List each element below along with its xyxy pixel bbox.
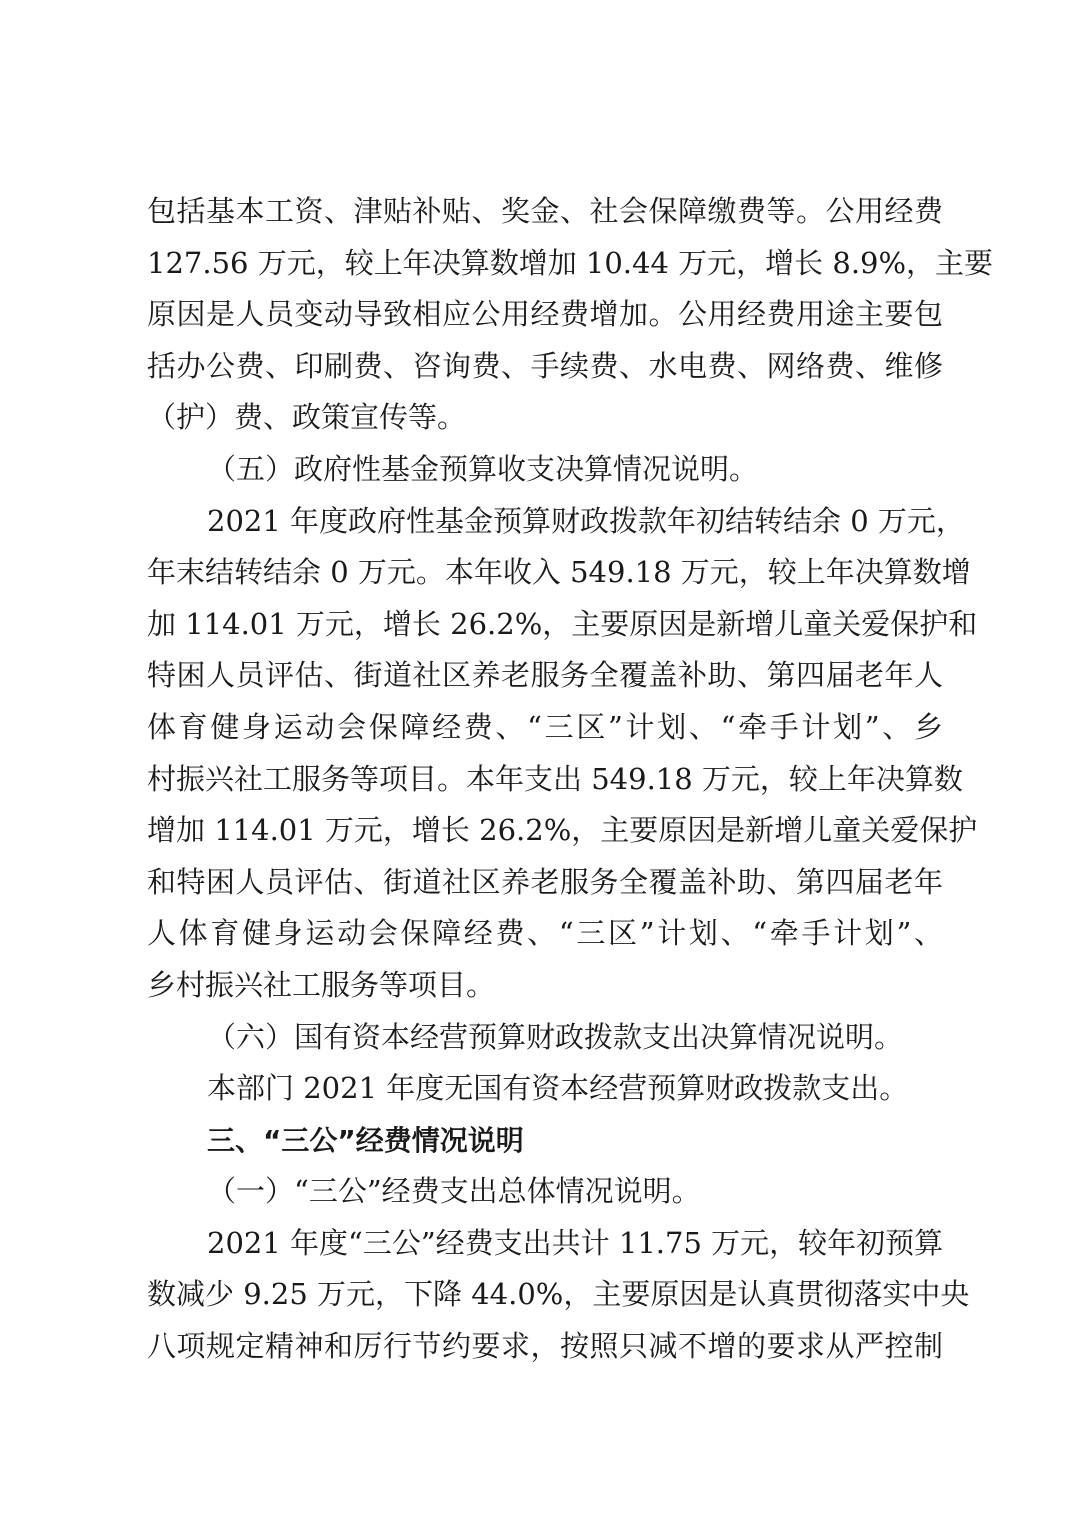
paragraph-line: 数减少 9.25 万元，下降 44.0%，主要原因是认真贯彻落实中央 bbox=[147, 1277, 970, 1312]
paragraph-line: 乡村振兴社工服务等项目。 bbox=[147, 967, 496, 1002]
section-heading: （六）国有资本经营预算财政拨款支出决算情况说明。 bbox=[207, 1019, 904, 1054]
section-heading: （一）“三公”经费支出总体情况说明。 bbox=[207, 1174, 701, 1209]
paragraph-line: （护）费、政策宣传等。 bbox=[147, 400, 467, 435]
paragraph-line: 2021 年度“三公”经费支出共计 11.75 万元，较年初预算 bbox=[207, 1225, 944, 1260]
paragraph-line: 增加 114.01 万元，增长 26.2%，主要原因是新增儿童关爱保护 bbox=[147, 813, 978, 848]
paragraph-line: 包括基本工资、津贴补贴、奖金、社会保障缴费等。公用经费 bbox=[147, 194, 943, 228]
document-body bbox=[147, 186, 994, 1373]
paragraph-line: 和特困人员评估、街道社区养老服务全覆盖补助、第四届老年 bbox=[147, 864, 943, 899]
paragraph-line: 八项规定精神和厉行节约要求，按照只减不增的要求从严控制 bbox=[147, 1329, 943, 1364]
paragraph-line: 127.56 万元，较上年决算数增加 10.44 万元，增长 8.9%，主要 bbox=[147, 245, 994, 280]
paragraph-line: 本部门 2021 年度无国有资本经营预算财政拨款支出。 bbox=[207, 1071, 909, 1106]
paragraph-line: 人体育健身运动会保障经费、“三区”计划、“牵手计划”、 bbox=[147, 916, 943, 951]
paragraph-line: 原因是人员变动导致相应公用经费增加。公用经费用途主要包 bbox=[147, 297, 943, 332]
chapter-heading: 三、“三公”经费情况说明 bbox=[207, 1123, 524, 1157]
paragraph-line: 体育健身运动会保障经费、“三区”计划、“牵手计划”、乡 bbox=[147, 709, 943, 744]
paragraph-line: 村振兴社工服务等项目。本年支出 549.18 万元，较上年决算数 bbox=[147, 761, 963, 796]
paragraph-line: 特困人员评估、街道社区养老服务全覆盖补助、第四届老年人 bbox=[147, 658, 943, 693]
paragraph-line: 加 114.01 万元，增长 26.2%，主要原因是新增儿童关爱保护和 bbox=[147, 606, 978, 641]
paragraph-line: 年末结转结余 0 万元。本年收入 549.18 万元，较上年决算数增 bbox=[147, 555, 971, 590]
paragraph-line: 括办公费、印刷费、咨询费、手续费、水电费、网络费、维修 bbox=[147, 348, 943, 383]
paragraph-line: 2021 年度政府性基金预算财政拨款年初结转结余 0 万元， bbox=[207, 503, 965, 538]
section-heading: （五）政府性基金预算收支决算情况说明。 bbox=[207, 451, 759, 486]
